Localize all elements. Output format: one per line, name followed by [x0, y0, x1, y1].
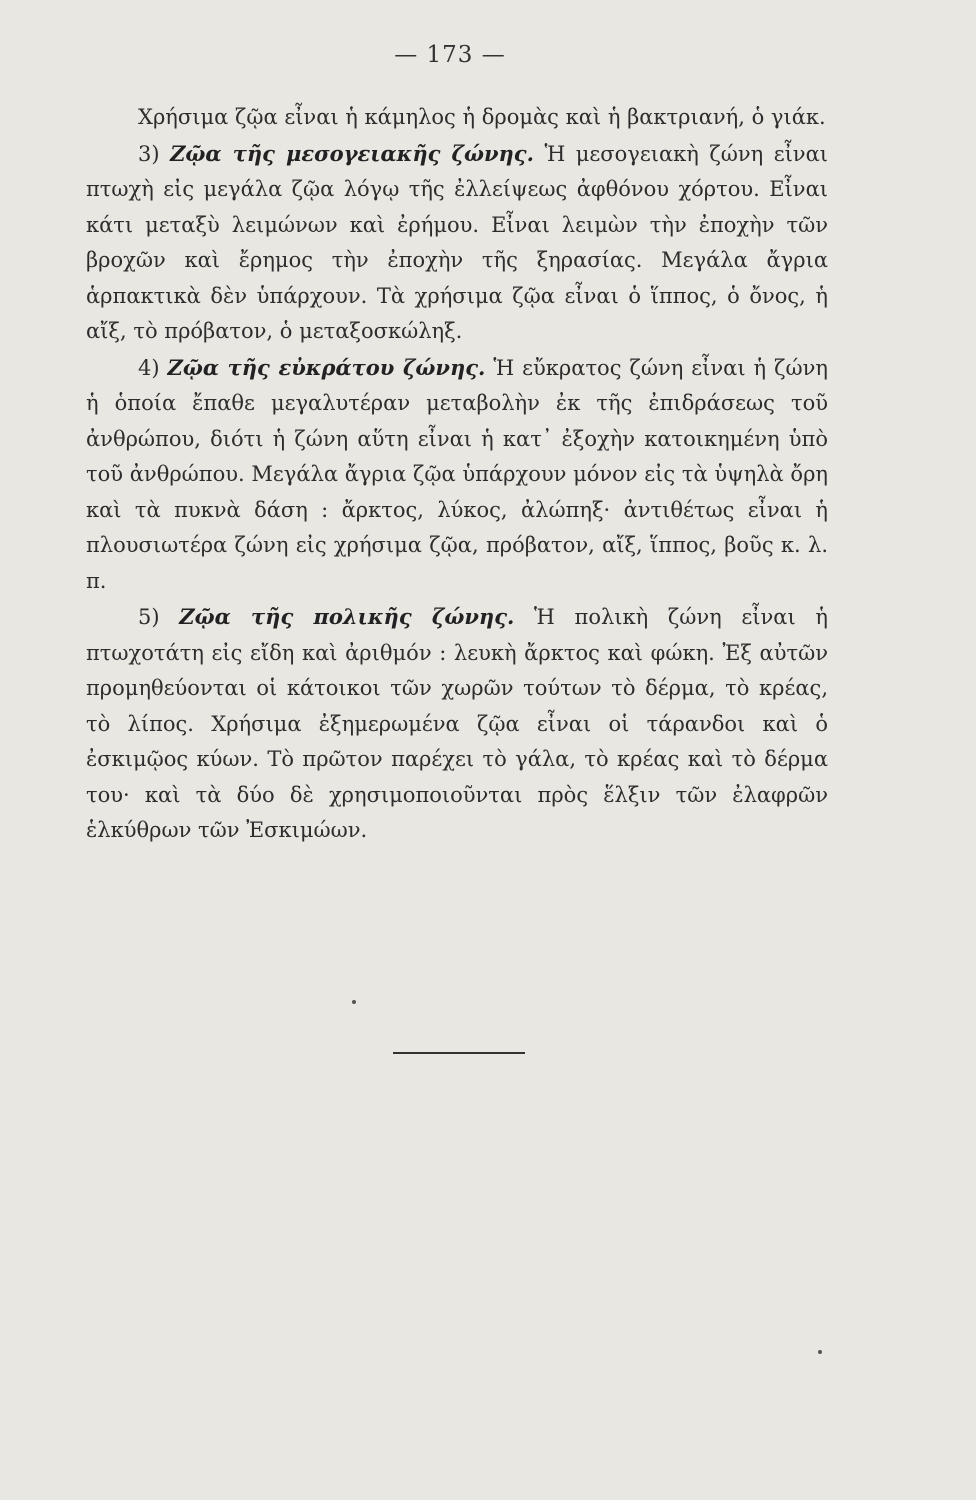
- paragraph-mediterranean-zone: [86, 136, 828, 350]
- section-number: 5): [138, 605, 160, 629]
- paragraph-body: Ἡ πολικὴ ζώνη εἶναι ἡ πτωχοτάτη εἰς εἴδη καὶ ἀριθμόν : λευκὴ ἄρκτος καὶ φώκη. Ἐξ αὐτῶν προμηθεύονται οἱ κάτοικοι τῶν χωρῶν τούτων τὸ δέρμα, τὸ κρέας, τὸ λίπος. Χρήσιμα ἐξημερωμένα ζῷα εἶναι οἱ τάρανδοι καὶ ὁ ἐσκιμῷος κύων. Τὸ πρῶτον παρέχει τὸ γάλα, τὸ κρέας καὶ τὸ δέρμα του· καὶ τὰ δύο δὲ χρησιμοποιοῦνται πρὸς ἕλξιν τῶν ἐλαφρῶν ἑλκύθρων τῶν Ἐσκιμώων.: [86, 605, 828, 842]
- section-number: 3): [138, 141, 160, 166]
- page-number: — 173 —: [394, 42, 506, 68]
- section-heading: Ζῷα τῆς πολικῆς ζώνης.: [179, 604, 515, 629]
- text-body: [86, 100, 828, 849]
- paragraph-body: Ἡ εὔκρατος ζώνη εἶναι ἡ ζώνη ἡ ὁποία ἔπαθε μεγαλυτέραν μεταβολὴν ἐκ τῆς ἐπιδράσεως τοῦ ἀνθρώπου, διότι ἡ ζώνη αὕτη εἶναι ἡ κατ᾿ ἐξοχὴν κατοικημένη ὑπὸ τοῦ ἀνθρώπου. Μεγάλα ἄγρια ζῷα ὑπάρχουν μόνον εἰς τὰ ὑψηλὰ ὄρη καὶ τὰ πυκνὰ δάση : ἄρκτος, λύκος, ἀλώπηξ· ἀντιθέτως εἶναι ἡ πλουσιωτέρα ζώνη εἰς χρήσιμα ζῷα, πρόβατον, αἴξ, ἵππος, βοῦς κ. λ. π.: [86, 355, 828, 593]
- section-end-rule: [393, 1052, 525, 1054]
- paragraph-body: Ἡ μεσογειακὴ ζώνη εἶναι πτωχὴ εἰς μεγάλα ζῷα λόγῳ τῆς ἐλλείψεως ἀφθόνου χόρτου. Εἶναι κάτι μεταξὺ λειμώνων καὶ ἐρήμου. Εἶναι λειμὼν τὴν ἐποχὴν τῶν βροχῶν καὶ ἔρημος τὴν ἐποχὴν τῆς ξηρασίας. Μεγάλα ἄγρια ἁρπακτικὰ δὲν ὑπάρχουν. Τὰ χρήσιμα ζῷα εἶναι ὁ ἵππος, ὁ ὄνος, ἡ αἴξ, τὸ πρόβατον, ὁ μεταξοσκώληξ.: [86, 141, 828, 343]
- ink-speck: [818, 1350, 822, 1354]
- paragraph-polar-zone: [86, 599, 828, 849]
- paragraph-temperate-zone: [86, 350, 828, 600]
- section-heading: Ζῷα τῆς μεσογειακῆς ζώνης.: [170, 140, 534, 166]
- ink-speck: [352, 1000, 356, 1004]
- section-number: 4): [138, 355, 160, 380]
- section-heading: Ζῷα τῆς εὐκράτου ζώνης.: [167, 354, 486, 380]
- paragraph-body: Χρήσιμα ζῷα εἶναι ἡ κάμηλος ἡ δρομὰς καὶ ἡ βακτριανή, ὁ γιάκ.: [138, 105, 826, 129]
- paragraph-useful-animals: [86, 100, 828, 136]
